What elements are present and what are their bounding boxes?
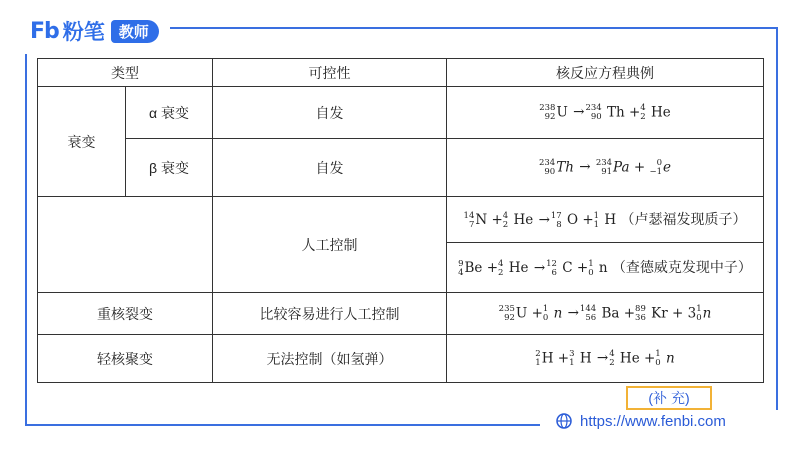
rutherford-equation: 14 7 N + 4 2 He → 17 8 O + 1 1 H （卢瑟福发现质子）	[447, 197, 764, 243]
fission-label: 重核裂变	[38, 293, 213, 335]
header-controllability: 可控性	[213, 59, 447, 87]
artificial-type-empty	[38, 197, 213, 293]
alpha-equation: 238 92 U → 234 90 Th + 4 2 He	[447, 87, 764, 139]
table-row	[38, 87, 764, 139]
frame-line-left	[25, 54, 27, 426]
beta-control: 自发	[213, 139, 447, 197]
fusion-control: 无法控制（如氢弹）	[213, 335, 447, 383]
rutherford-note: （卢瑟福发现质子）	[620, 211, 747, 228]
table-row	[38, 197, 764, 243]
frame-line-bottom	[25, 424, 540, 426]
globe-icon	[556, 413, 572, 429]
decay-label: 衰变	[38, 87, 126, 197]
fusion-equation: 2 1 H + 3 1 H → 4 2 He + 1 0 n	[447, 335, 764, 383]
supplement-box: (补 充)	[626, 386, 712, 410]
alpha-control: 自发	[213, 87, 447, 139]
chadwick-note: （查德威克发现中子）	[611, 259, 752, 276]
artificial-control: 人工控制	[213, 197, 447, 293]
logo-tag: 教师	[111, 20, 159, 43]
frame-line-right	[776, 27, 778, 410]
table-header-row	[38, 59, 764, 87]
fenbi-logo	[30, 18, 159, 44]
table-row	[38, 335, 764, 383]
beta-equation: 234 90 Th → 234 91 Pa + 0 −1 e	[447, 139, 764, 197]
fusion-label: 轻核聚变	[38, 335, 213, 383]
logo-name: 粉笔	[62, 20, 105, 44]
header-type: 类型	[38, 59, 213, 87]
alpha-label: α 衰变	[126, 87, 213, 139]
table-row	[38, 139, 764, 197]
header-example: 核反应方程典例	[447, 59, 764, 87]
frame-line-top	[170, 27, 778, 29]
beta-label: β 衰变	[126, 139, 213, 197]
website-url[interactable]: https://www.fenbi.com	[580, 412, 726, 430]
fission-control: 比较容易进行人工控制	[213, 293, 447, 335]
fission-equation: 235 92 U + 1 0 n → 144 56 Ba + 89 36 Kr + 3 1 0 n	[447, 293, 764, 335]
table-row	[38, 293, 764, 335]
website-footer[interactable]	[556, 410, 726, 432]
nuclear-reaction-table	[37, 58, 764, 383]
logo-mark: Fb	[30, 18, 59, 44]
chadwick-equation: 9 4 Be + 4 2 He → 12 6 C + 1 0 n （查德威克发现中子）	[447, 243, 764, 293]
